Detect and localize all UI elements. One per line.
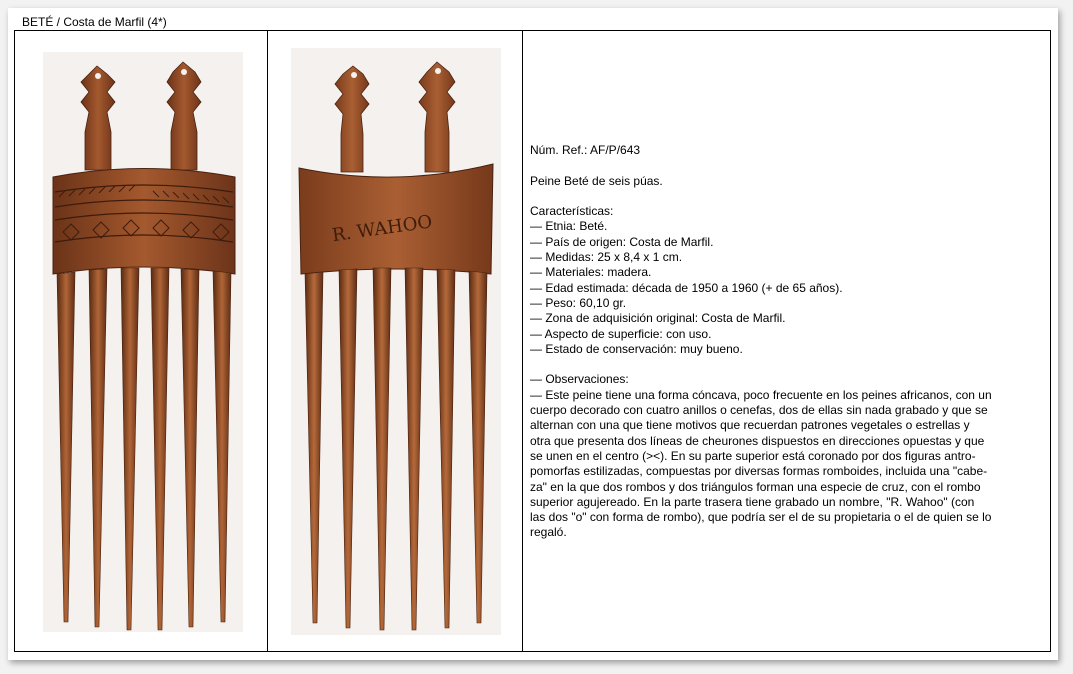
observation-line: alternan con una que tiene motivos que recuerdan patrones vegetales o estrellas y [530, 418, 970, 433]
characteristic-item: — Materiales: madera. [530, 265, 652, 280]
observation-line: regaló. [530, 525, 567, 540]
characteristic-item: — Aspecto de superficie: con uso. [530, 326, 712, 341]
characteristic-item: — Peso: 60,10 gr. [530, 295, 627, 310]
characteristic-item: — Estado de conservación: muy bueno. [530, 341, 743, 356]
item-name: Peine Beté de seis púas. [530, 173, 663, 188]
characteristic-item: — Etnia: Beté. [530, 219, 608, 234]
photo-cell-back [268, 31, 523, 651]
reference-number: Núm. Ref.: AF/P/643 [530, 143, 641, 157]
observation-line: otra que presenta dos líneas de cheurones dispuestos en direcciones opuestas y que [530, 433, 985, 448]
catalog-table [14, 30, 1051, 652]
characteristic-item: — Medidas: 25 x 8,4 x 1 cm. [530, 250, 683, 265]
page-title: BETÉ / Costa de Marfil (4*) [22, 15, 167, 29]
comb-front-image [43, 52, 243, 632]
characteristic-item: — Edad estimada: década de 1950 a 1960 (+ de 65 años). [530, 280, 843, 295]
observation-line: cuerpo decorado con cuatro anillos o cenefas, dos de ellas sin nada grabado y que se [530, 403, 988, 418]
catalog-page [8, 8, 1058, 660]
comb-back-image [291, 48, 501, 635]
observation-line: — Este peine tiene una forma cóncava, poco frecuente en los peines africanos, con un [530, 387, 992, 402]
comb-back-photo [291, 48, 501, 635]
photo-cell-front [15, 31, 268, 651]
observations-heading: — Observaciones: [530, 372, 629, 387]
characteristics-heading: Características: [530, 204, 614, 219]
observation-line: za" en la que dos rombos y dos triángulos forman una especie de cruz, con el rombo [530, 479, 981, 494]
comb-front-photo [43, 52, 243, 632]
description-text [530, 143, 1045, 541]
observation-line: las dos "o" con forma de rombo), que podría ser el de su propietaria o el de quien se lo [530, 510, 992, 525]
engraved-name: R. WAHOO [330, 211, 434, 247]
observation-line: se unen en el centro (><). En su parte superior está coronado por dos figuras antro- [530, 448, 976, 463]
characteristic-item: — País de origen: Costa de Marfil. [530, 234, 714, 249]
observation-line: pomorfas estilizadas, compuestas por diversas formas romboides, incluida una "cabe- [530, 464, 988, 479]
observation-line: superior agujereado. En la parte trasera tiene grabado un nombre, "R. Wahoo" (con [530, 494, 975, 509]
description-cell [523, 31, 1050, 651]
characteristic-item: — Zona de adquisición original: Costa de Marfil. [530, 311, 786, 326]
